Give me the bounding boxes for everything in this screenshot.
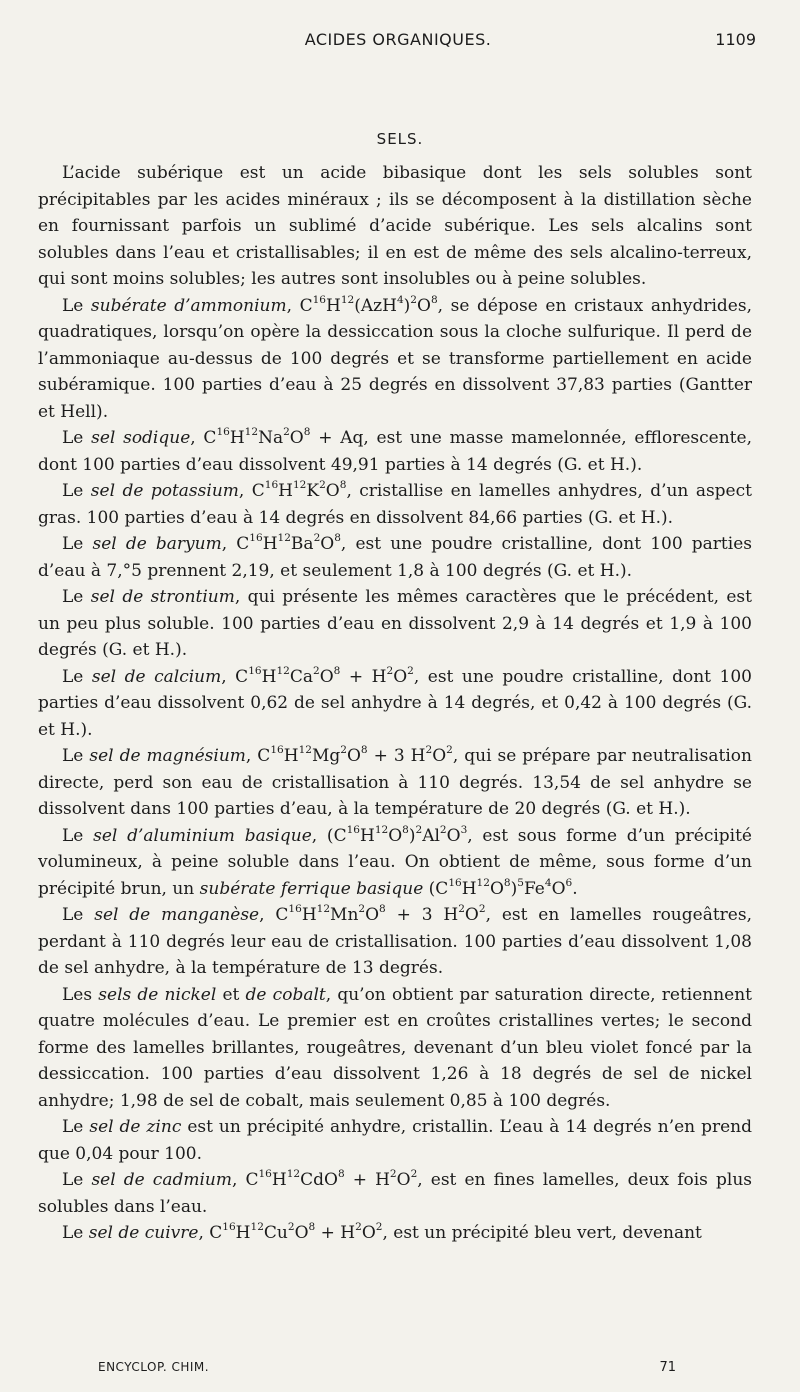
paragraph [38,1167,752,1220]
superscript: 16 [249,532,263,545]
text-run: , est en lamelles rougeâtres, perdant à 110 degrés leur eau de cristallisation. 100 parties d’eau dissolvent 1,08 de sel anhydre, à la température de 13 degrés. [38,905,752,978]
superscript: 8 [339,479,347,492]
superscript: 8 [337,1168,345,1181]
text-run: Les [62,984,99,1005]
text-run: , C [221,666,249,687]
text-run: , C [286,295,313,316]
text-run: ) [408,825,416,846]
text-run: + Aq, est une masse mamelonnée, efflorescente, dont 100 parties d’eau dissolvent 49,91 parties à 14 degrés (G. et H.). [38,428,752,475]
text-run: , (C [311,825,347,846]
superscript: 12 [292,479,307,492]
text-run: O [432,746,447,766]
text-run: O [346,746,361,766]
text-run: , C [238,481,265,501]
text-run: , C [198,1223,223,1243]
text-run: + 3 H [385,905,459,925]
text-run: Le [62,428,92,448]
text-run: Le [62,905,95,925]
text-run: Le [62,481,91,501]
superscript: 16 [448,876,462,889]
body-text [38,160,752,1247]
superscript: 2 [283,426,290,439]
superscript: 12 [476,876,490,889]
section-title: SELS. [376,130,424,148]
superscript: 2 [358,903,366,916]
text-run: Le [62,825,94,846]
italic-term: sel de cadmium [91,1170,232,1190]
superscript: 3 [460,823,468,836]
superscript: 12 [340,293,355,306]
text-run: O [361,1223,376,1243]
text-run: + H [344,1170,390,1190]
text-run: O [393,666,408,687]
text-run: et [216,984,246,1005]
text-run: O [365,905,380,925]
superscript: 8 [379,903,386,916]
text-run: , C [259,905,289,925]
superscript: 16 [222,1221,236,1234]
text-run: H [271,1170,287,1190]
text-run: + H [315,1223,356,1243]
text-run: , est sous forme d’un précipité volumineux, à peine soluble dans l’eau. On obtient de même, sous forme d’un précipité brun, un [38,825,752,899]
superscript: 2 [415,823,423,836]
paragraph [38,293,752,426]
text-run: O [551,878,566,899]
text-run: H [278,481,293,501]
superscript: 16 [258,1168,272,1181]
text-run: CdO [300,1170,338,1190]
text-run: Mg [311,746,341,766]
superscript: 2 [313,664,320,677]
paragraph [38,743,752,823]
text-run: O [464,905,479,925]
text-run: Le [62,295,91,316]
superscript: 2 [407,664,414,677]
superscript: 8 [303,426,311,439]
superscript: 16 [264,479,279,492]
superscript: 12 [250,1221,264,1234]
text-run: Le [62,1117,90,1137]
italic-term: sel de potassium [90,481,239,501]
text-run: , est en fines lamelles, deux fois plus solubles dans l’eau. [38,1170,752,1217]
text-run: , est un précipité bleu vert, devenant [382,1223,702,1243]
text-run: , C [221,534,250,554]
text-run: , qui présente les mêmes caractères que le précédent, est un peu plus soluble. 100 parties d’eau en dissolvent 2,9 à 14 degrés et 1,9 à 100 degrés (G. et H.). [38,587,752,660]
superscript: 2 [375,1221,383,1234]
text-run: O [417,295,431,316]
italic-term: sel de manganèse [94,905,260,925]
superscript: 2 [340,744,347,757]
text-run: Le [62,746,90,766]
text-run: O [446,825,461,846]
text-run: (C [423,878,449,899]
superscript: 2 [478,903,486,916]
superscript: 12 [276,664,290,677]
superscript: 8 [333,664,341,677]
paragraph [38,584,752,664]
paragraph [38,531,752,584]
italic-term: sels de nickel [98,984,217,1005]
text-run: Cu [263,1223,288,1243]
text-run: , se dépose en cristaux anhydrides, quadratiques, lorsqu’on opère la dessiccation sous la cloche sulfurique. Il perd de l’ammoniaque au-dessus de 100 degrés et se transforme partiellement en acide subéramique. 100 parties d’eau à 25 degrés en dissolvent 37,83 parties (Gantter et Hell). [38,295,752,422]
text-run: Le [62,534,93,554]
text-run: , est une poudre cristalline, dont 100 parties d’eau dissolvent 0,62 de sel anhydre à 14 degrés, et 0,42 à 100 degrés (G. et H.). [38,666,752,740]
superscript: 2 [313,532,321,545]
paragraph [38,425,752,478]
text-run: Fe [523,878,545,899]
text-run: H [262,534,278,554]
superscript: 12 [298,744,312,757]
text-run: H [301,905,317,925]
text-run: est un précipité anhydre, cristallin. L’eau à 14 degrés n’en prend que 0,04 pour 100. [38,1117,752,1164]
italic-term: subérate d’ammonium [90,295,287,316]
superscript: 4 [396,293,404,306]
italic-term: sel de strontium [90,587,235,607]
page-footer [98,1360,676,1380]
text-run: O [319,666,334,687]
superscript: 8 [402,823,409,836]
text-run: O [289,428,304,448]
text-run: , est une poudre cristalline, dont 100 parties d’eau à 7,°5 prennent 2,19, et seulement 1,8 à 100 degrés (G. et H.). [38,534,752,581]
superscript: 5 [517,876,524,889]
text-run: , C [231,1170,259,1190]
superscript: 12 [277,532,291,545]
page-number: 1109 [715,30,756,49]
page-header [40,26,756,56]
superscript: 16 [270,744,284,757]
text-run: Le [62,1170,92,1190]
paragraph [38,982,752,1115]
superscript: 8 [430,293,438,306]
italic-term: sel de zinc [89,1117,182,1137]
text-run: H [229,428,245,448]
text-run: + 3 H [367,746,426,766]
superscript: 16 [216,426,230,439]
superscript: 2 [446,744,453,757]
text-run: O [489,878,504,899]
text-run: + H [340,666,387,687]
text-run: H [359,825,375,846]
superscript: 2 [319,479,326,492]
italic-term: subérate ferrique basique [199,878,424,899]
paragraph [38,160,752,293]
superscript: 12 [244,426,259,439]
text-run: Ca [289,666,313,687]
text-run: L’acide subérique est un acide bibasique dont les sels solubles sont précipitables par les acides minéraux ; ils se décomposent à la distillation sèche en fournissant parfois un sublimé d’acide subérique. Les sels alcalins sont solubles dans l’eau et cristallisables; il en est de même des sels alcalino-terreux, qui sont moins solubles; les autres sont insolubles ou à peine solubles. [38,163,752,289]
italic-term: sel de baryum [92,534,222,554]
superscript: 8 [334,532,341,545]
text-run: Le [62,666,92,687]
superscript: 4 [544,876,552,889]
text-run: ) [403,295,411,316]
text-run: O [396,1170,411,1190]
text-run: (AzH [354,295,397,316]
text-run: , qui se prépare par neutralisation directe, perd son eau de cristallisation à 110 degrés. 13,54 de sel anhydre se dissolvent dans 100 parties d’eau, à la température de 20 degrés (G. et H.). [38,746,752,819]
superscript: 12 [374,823,389,836]
italic-term: sel d’aluminium basique [93,825,312,846]
italic-term: sel sodique [91,428,191,448]
superscript: 12 [316,903,331,916]
superscript: 6 [565,876,573,889]
text-run: H [461,878,477,899]
paragraph [38,902,752,982]
superscript: 2 [287,1221,295,1234]
text-run: Na [258,428,284,448]
superscript: 2 [425,744,433,757]
paragraph [38,478,752,531]
paragraph [38,1220,752,1247]
superscript: 2 [439,823,447,836]
text-run: Ba [290,534,314,554]
paragraph [38,823,752,903]
text-run: . [572,878,578,899]
text-run: , C [245,746,271,766]
text-run: O [325,481,340,501]
superscript: 2 [458,903,465,916]
superscript: 16 [312,293,327,306]
text-run: Le [62,587,91,607]
superscript: 16 [346,823,360,836]
text-run: K [306,481,320,501]
running-title: ACIDES ORGANIQUES. [304,30,492,49]
paragraph [38,664,752,744]
text-run: O [294,1223,309,1243]
italic-term: de cobalt [245,984,326,1005]
text-run: Mn [330,905,359,925]
superscript: 2 [386,664,394,677]
superscript: 2 [389,1168,397,1181]
superscript: 2 [355,1221,362,1234]
text-run: H [326,295,341,316]
text-run: Al [422,825,440,846]
text-run: H [283,746,299,766]
text-run: ) [510,878,518,899]
superscript: 16 [288,903,302,916]
superscript: 8 [360,744,368,757]
italic-term: sel de magnésium [89,746,246,766]
footer-sheet-number: 71 [659,1360,676,1375]
superscript: 8 [503,876,511,889]
paragraph [38,1114,752,1167]
text-run: O [320,534,335,554]
superscript: 2 [410,293,417,306]
italic-term: sel de cuivre [88,1223,199,1243]
text-run: H [261,666,277,687]
superscript: 12 [286,1168,301,1181]
text-run: , qu’on obtient par saturation directe, retiennent quatre molécules d’eau. Le premier est en croûtes cristallines vertes; le second forme des lamelles brillantes, rougeâtres, devenant d’un bleu violet foncé par la dessiccation. 100 parties d’eau dissolvent 1,26 à 18 degrés de sel de nickel anhydre; 1,98 de sel de cobalt, mais seulement 0,85 à 100 degrés. [38,984,753,1111]
superscript: 2 [410,1168,418,1181]
superscript: 16 [248,664,262,677]
superscript: 8 [308,1221,316,1234]
text-run: Le [62,1223,89,1243]
text-run: O [388,825,403,846]
text-run: , cristallise en lamelles anhydres, d’un aspect gras. 100 parties d’eau à 14 degrés en dissolvent 84,66 parties (G. et H.). [38,481,752,528]
italic-term: sel de calcium [91,666,222,687]
footer-signature: ENCYCLOP. CHIM. [98,1360,210,1374]
text-run: H [235,1223,251,1243]
text-run: , C [190,428,217,448]
